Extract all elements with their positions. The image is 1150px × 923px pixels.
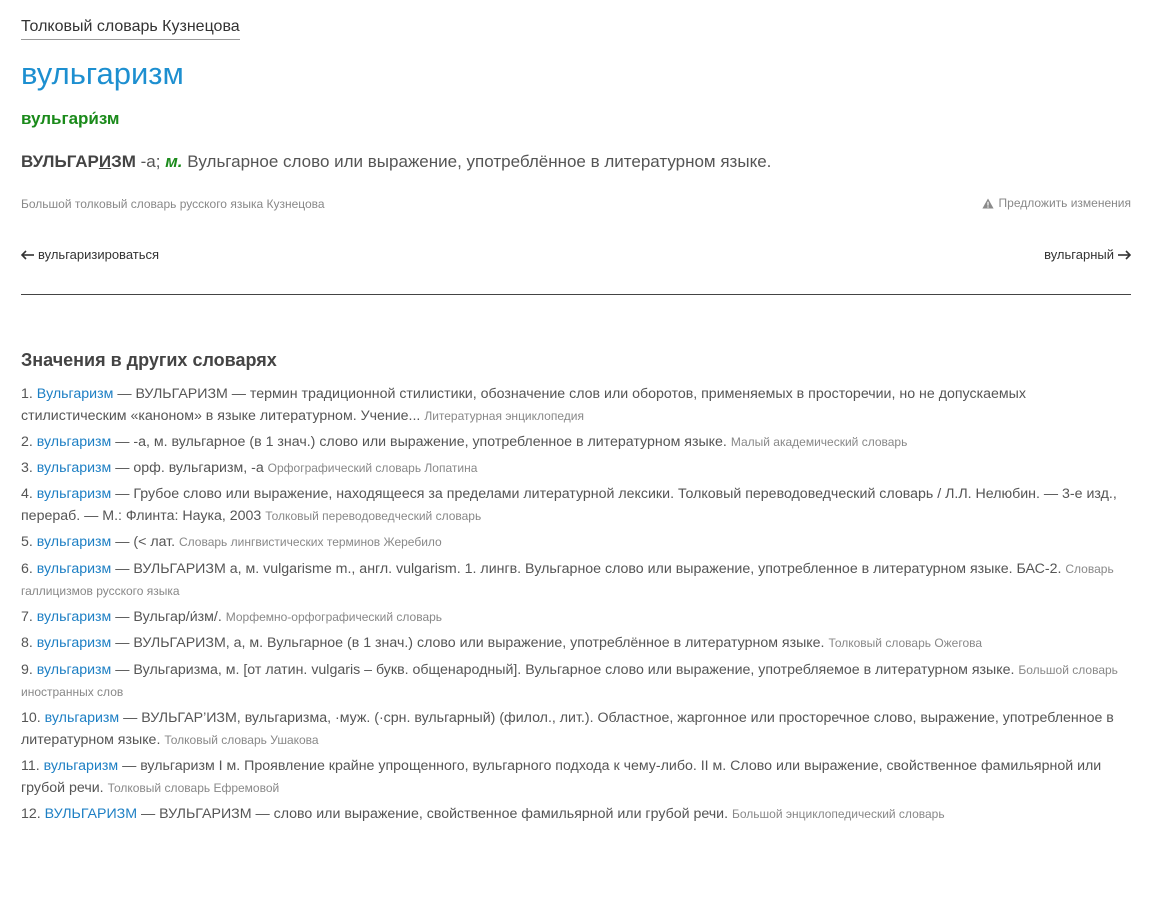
meaning-text: — ВУЛЬГАР’ИЗМ, вульгаризма, ·муж. (·срн. вульгарный) (филол., лит.). Областное, жаргонное или просторечное слово, выражение, употребленное в литературном языке.: [21, 710, 1114, 748]
meaning-number: 6.: [21, 561, 37, 577]
meaning-text: — орф. вульгаризм, -а: [111, 460, 268, 476]
warning-triangle-icon: [982, 198, 994, 209]
meaning-word-link[interactable]: вульгаризм: [43, 758, 119, 774]
headword-part-2: ЗМ: [111, 152, 136, 171]
other-dictionaries-list: [21, 383, 1131, 829]
meaning-text: — ВУЛЬГАРИЗМ а, м. vulgarisme m., англ. vulgarism. 1. лингв. Вульгарное слово или выражение, употребленное в литературном языке. БАС-2.: [111, 561, 1066, 577]
definition: [21, 150, 771, 174]
meaning-source: Толковый переводоведческий словарь: [265, 509, 482, 523]
meaning-text: — ВУЛЬГАРИЗМ, а, м. Вульгарное (в 1 знач.) слово или выражение, употреблённое в литературном языке.: [111, 635, 829, 651]
meaning-text: — (< лат.: [111, 534, 179, 550]
meaning-text: — Вульгар/и́зм/.: [111, 609, 226, 625]
meaning-number: 10.: [21, 710, 45, 726]
next-word-label: вульгарный: [1044, 247, 1114, 262]
meaning-number: 2.: [21, 434, 37, 450]
meaning-word-link[interactable]: ВУЛЬГАРИЗМ: [44, 806, 138, 822]
list-item: [21, 558, 1131, 602]
arrow-left-icon: [21, 250, 35, 260]
list-item: [21, 803, 1131, 825]
meaning-text: — -а, м. вульгарное (в 1 знач.) слово или выражение, употребленное в литературном языке.: [111, 434, 731, 450]
grammar-label: м.: [165, 152, 183, 171]
meaning-source: Морфемно-орфографический словарь: [225, 610, 443, 624]
meaning-source: Словарь галлицизмов русского языка: [21, 562, 1114, 598]
meaning-source: Большой энциклопедический словарь: [732, 807, 945, 821]
meaning-word-link[interactable]: вульгаризм: [36, 635, 112, 651]
meaning-source: Словарь лингвистических терминов Жеребило: [178, 535, 442, 549]
meaning-source: Орфографический словарь Лопатина: [267, 461, 478, 475]
list-item: [21, 431, 1131, 453]
meaning-number: 9.: [21, 662, 37, 678]
meaning-number: 1.: [21, 386, 37, 402]
meaning-text: — ВУЛЬГАРИЗМ — слово или выражение, свойственное фамильярной или грубой речи.: [137, 806, 732, 822]
meaning-word-link[interactable]: вульгаризм: [36, 609, 112, 625]
meaning-word-link[interactable]: Вульгаризм: [36, 386, 114, 402]
meaning-word-link[interactable]: вульгаризм: [36, 434, 112, 450]
suggest-changes-link[interactable]: [982, 195, 1131, 211]
list-item: [21, 483, 1131, 527]
meaning-number: 3.: [21, 460, 37, 476]
definition-suffix: -а;: [135, 152, 166, 171]
list-item: [21, 659, 1131, 703]
meaning-word-link[interactable]: вульгаризм: [36, 662, 112, 678]
meaning-word-link[interactable]: вульгаризм: [36, 534, 112, 550]
divider: [21, 294, 1131, 295]
page-title: вульгаризм: [21, 56, 184, 91]
headword-stressed-letter: И: [98, 152, 112, 171]
meaning-number: 4.: [21, 486, 37, 502]
meaning-source: Большой словарь иностранных слов: [21, 663, 1118, 699]
meaning-number: 5.: [21, 534, 37, 550]
definition-text: Вульгарное слово или выражение, употреблённое в литературном языке.: [182, 152, 772, 171]
headword-part-1: ВУЛЬГАР: [21, 152, 99, 171]
list-item: [21, 632, 1131, 654]
suggest-changes-label: Предложить изменения: [998, 196, 1131, 210]
prev-word-label: вульгаризироваться: [38, 247, 160, 262]
list-item: [21, 755, 1131, 799]
meaning-word-link[interactable]: вульгаризм: [44, 710, 120, 726]
breadcrumb-dictionary-link[interactable]: Толковый словарь Кузнецова: [21, 17, 240, 40]
meaning-text: — Грубое слово или выражение, находящееся за пределами литературной лексики. Толковый переводоведческий словарь / Л.Л. Нелюбин. — 3-е изд., перераб. — М.: Флинта: Наука, 2003: [21, 486, 1117, 524]
meaning-text: — Вульгаризма, м. [от латин. vulgaris – букв. общенародный]. Вульгарное слово или выражение, употребляемое в литературном языке.: [111, 662, 1019, 678]
other-dictionaries-heading: Значения в других словарях: [21, 350, 277, 370]
meaning-source: Малый академический словарь: [730, 435, 908, 449]
list-item: [21, 531, 1131, 553]
meaning-text: — вульгаризм I м. Проявление крайне упрощенного, вульгарного подхода к чему-либо. II м. Слово или выражение, свойственное фамильярной или грубой речи.: [21, 758, 1102, 796]
meaning-word-link[interactable]: вульгаризм: [36, 460, 112, 476]
list-item: [21, 457, 1131, 479]
next-word-link[interactable]: [1044, 247, 1131, 263]
meaning-source: Толковый словарь Ожегова: [828, 636, 983, 650]
meaning-number: 8.: [21, 635, 37, 651]
definition-headword: [21, 152, 136, 171]
meaning-number: 7.: [21, 609, 37, 625]
meaning-number: 11.: [21, 758, 44, 774]
meaning-word-link[interactable]: вульгаризм: [36, 486, 112, 502]
list-item: [21, 707, 1131, 751]
prev-word-link[interactable]: [21, 247, 159, 263]
accented-word: вульгари́зм: [21, 109, 120, 128]
meaning-word-link[interactable]: вульгаризм: [36, 561, 112, 577]
meaning-source: Литературная энциклопедия: [424, 409, 584, 423]
list-item: [21, 383, 1131, 427]
arrow-right-icon: [1117, 250, 1131, 260]
definition-source: Большой толковый словарь русского языка Кузнецова: [21, 197, 325, 211]
list-item: [21, 606, 1131, 628]
meaning-source: Толковый словарь Ушакова: [164, 733, 319, 747]
meaning-text: — ВУЛЬГАРИЗМ — термин традиционной стилистики, обозначение слов или оборотов, применяемых в просторечии, но не допускаемых стилистическим «каноном» в языке литературном. Учение...: [21, 386, 1026, 424]
meaning-number: 12.: [21, 806, 45, 822]
meaning-source: Толковый словарь Ефремовой: [107, 781, 280, 795]
